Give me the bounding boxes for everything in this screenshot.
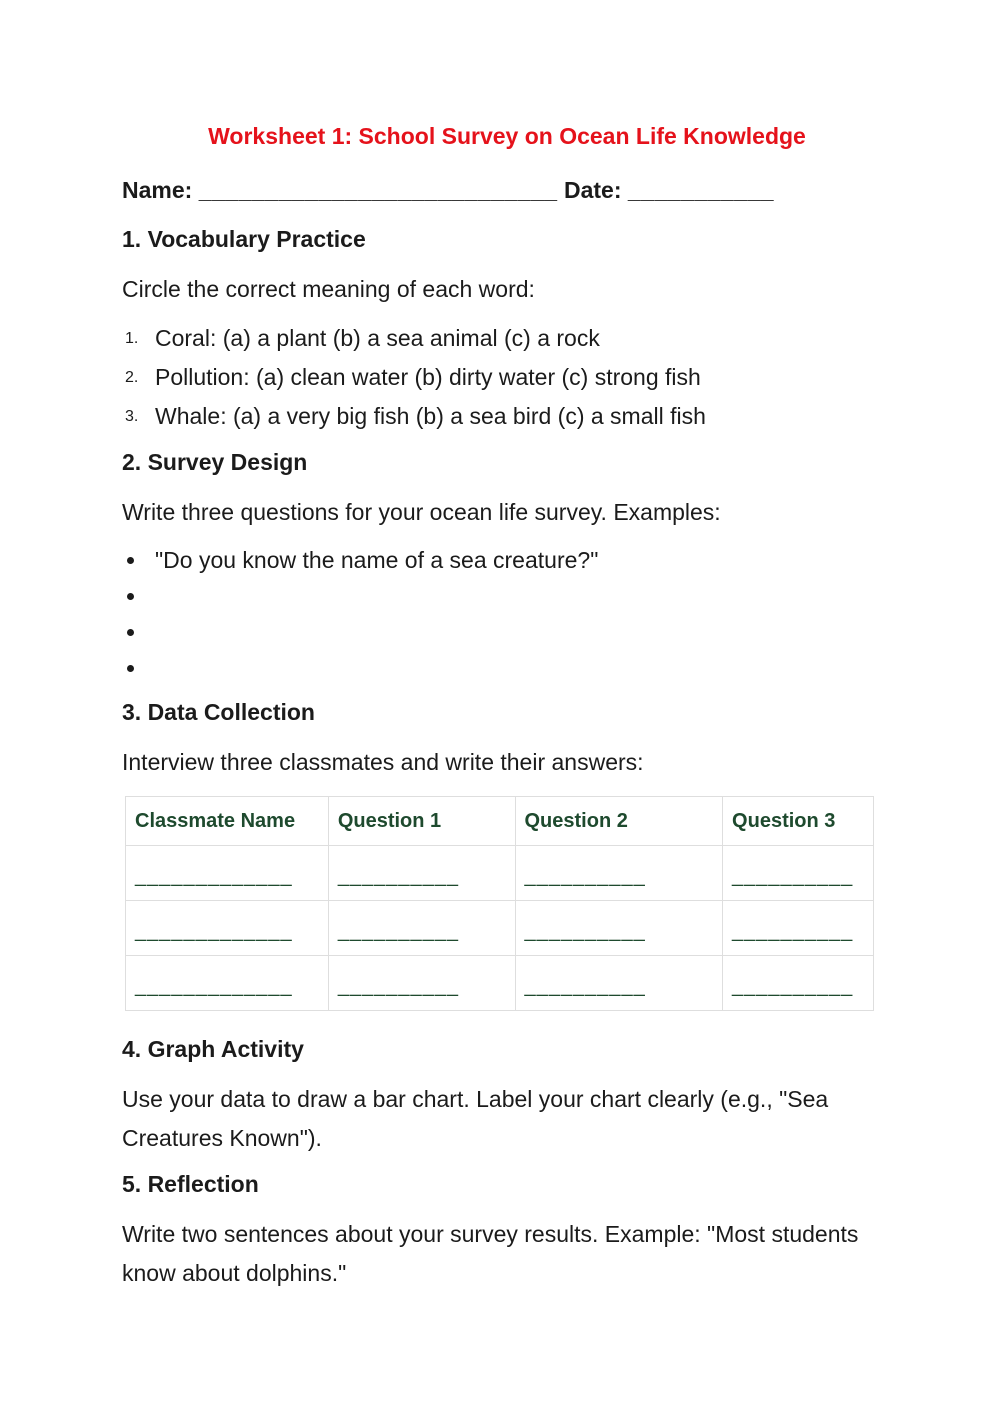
section-instruction: Use your data to draw a bar chart. Label your chart clearly (e.g., "Sea Creatures Known"). <box>122 1086 829 1151</box>
column-header: Question 1 <box>328 797 515 846</box>
bullet-text: "Do you know the name of a sea creature?" <box>155 547 599 573</box>
vocabulary-list <box>122 319 892 436</box>
column-header: Question 3 <box>723 797 874 846</box>
table-cell: _____________ <box>126 901 329 956</box>
date-blank: ___________ <box>627 177 775 203</box>
table-cell: __________ <box>723 956 874 1011</box>
table-cell: __________ <box>328 956 515 1011</box>
bullet-item <box>122 614 892 650</box>
table-cell: _____________ <box>126 956 329 1011</box>
column-header: Question 2 <box>515 797 723 846</box>
answers-table <box>125 796 874 1011</box>
name-label: Name: <box>122 177 193 203</box>
table-header-row <box>126 797 874 846</box>
table-row <box>126 846 874 901</box>
section-vocabulary <box>122 223 892 436</box>
table-cell: __________ <box>515 846 723 901</box>
section-graph-activity <box>122 1033 892 1158</box>
section-data-collection <box>122 696 892 1011</box>
section-heading: 5. Reflection <box>122 1171 259 1197</box>
table-cell: __________ <box>723 901 874 956</box>
question-bullets <box>122 542 892 686</box>
section-survey-design <box>122 446 892 686</box>
table-cell: __________ <box>515 956 723 1011</box>
table-row <box>126 956 874 1011</box>
column-header: Classmate Name <box>126 797 329 846</box>
bullet-icon <box>127 629 134 636</box>
table-row <box>126 901 874 956</box>
list-item <box>122 319 892 358</box>
name-blank: ___________________________ <box>198 177 558 203</box>
list-item <box>122 358 892 397</box>
table-cell: __________ <box>515 901 723 956</box>
section-instruction: Interview three classmates and write their answers: <box>122 749 644 775</box>
name-date-line <box>122 174 892 206</box>
list-item-text: Coral: (a) a plant (b) a sea animal (c) a rock <box>155 325 600 351</box>
section-instruction: Circle the correct meaning of each word: <box>122 276 535 302</box>
date-label: Date: <box>563 177 622 203</box>
bullet-item <box>122 542 892 578</box>
table-cell: __________ <box>723 846 874 901</box>
bullet-item <box>122 650 892 686</box>
worksheet-title: Worksheet 1: School Survey on Ocean Life Knowledge <box>208 123 806 149</box>
list-item-text: Whale: (a) a very big fish (b) a sea bird (c) a small fish <box>155 403 706 429</box>
table-cell: _____________ <box>126 846 329 901</box>
list-item <box>122 397 892 436</box>
worksheet-content <box>122 120 892 1303</box>
list-number: 1. <box>125 330 139 347</box>
section-heading: 2. Survey Design <box>122 449 308 475</box>
table-cell: __________ <box>328 846 515 901</box>
table-cell: __________ <box>328 901 515 956</box>
section-heading: 3. Data Collection <box>122 699 315 725</box>
section-instruction: Write two sentences about your survey results. Example: "Most students know about dolphins." <box>122 1221 859 1286</box>
section-reflection <box>122 1168 892 1293</box>
bullet-icon <box>127 557 134 564</box>
section-instruction: Write three questions for your ocean life survey. Examples: <box>122 499 721 525</box>
section-heading: 4. Graph Activity <box>122 1036 304 1062</box>
list-item-text: Pollution: (a) clean water (b) dirty water (c) strong fish <box>155 364 701 390</box>
bullet-icon <box>127 593 134 600</box>
section-heading: 1. Vocabulary Practice <box>122 226 366 252</box>
list-number: 3. <box>125 408 139 425</box>
list-number: 2. <box>125 369 139 386</box>
bullet-icon <box>127 665 134 672</box>
bullet-item <box>122 578 892 614</box>
